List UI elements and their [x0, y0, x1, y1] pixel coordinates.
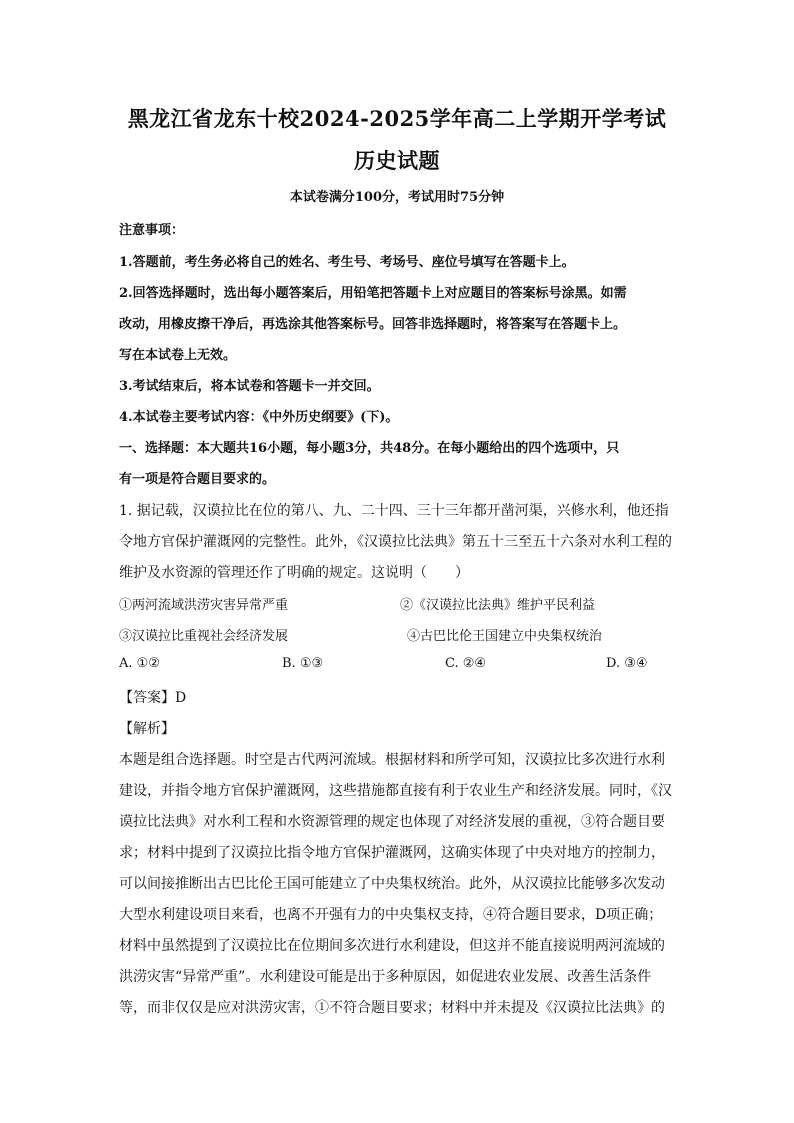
analysis-line: 谟拉比法典》对水利工程和水资源管理的规定也体现了对经济发展的重视，③符合题目要 — [119, 814, 665, 830]
analysis-line: 材料中虽然提到了汉谟拉比在位期间多次进行水利建设，但这并不能直接说明两河流域的 — [119, 938, 665, 954]
note-item-1: 1.答题前，考生务必将自己的姓名、考生号、考场号、座位号填写在答题卡上。 — [119, 255, 575, 270]
answer: 【答案】D — [119, 690, 187, 706]
question-stem: 令地方官保护灌溉网的完整性。此外，《汉谟拉比法典》第五十三至五十六条对水利工程的 — [119, 534, 672, 550]
exam-title: 黑龙江省龙东十校2024-2025学年高二上学期开学考试 — [127, 106, 667, 131]
note-item-2: 2.回答选择题时，选出每小题答案后，用铅笔把答题卡上对应题目的答案标号涂黑。如需 — [119, 286, 627, 301]
analysis-line: 大型水利建设项目来看，也离不开强有力的中央集权支持，④符合题目要求，D项正确； — [119, 907, 663, 923]
exam-subject-title: 历史试题 — [354, 148, 440, 173]
statement-2: ②《汉谟拉比法典》维护平民利益 — [400, 598, 596, 613]
note-item-2-cont: 写在本试卷上无效。 — [119, 348, 237, 363]
note-item-2-cont: 改动，用橡皮擦干净后，再选涂其他答案标号。回答非选择题时，将答案写在答题卡上。 — [119, 317, 627, 332]
statement-1: ①两河流域洪涝灾害异常严重 — [119, 598, 289, 613]
analysis-line: 等，而非仅仅是应对洪涝灾害，①不符合题目要求；材料中并未提及《汉谟拉比法典》的 — [119, 1000, 665, 1016]
option-a: A. ①② — [119, 656, 160, 671]
analysis-line: 可以间接推断出古巴比伦王国可能建立了中央集权统治。此外，从汉谟拉比能够多次发动 — [119, 876, 665, 892]
analysis-line: 洪涝灾害“异常严重”。水利建设可能是出于多种原因，如促进农业发展、改善生活条件 — [119, 969, 652, 985]
analysis-line: 本题是组合选择题。时空是古代两河流域。根据材料和所学可知，汉谟拉比多次进行水利 — [119, 752, 665, 768]
exam-info: 本试卷满分100分，考试用时75分钟 — [289, 190, 505, 205]
notes-heading: 注意事项： — [119, 223, 185, 238]
question-stem: 维护及水资源的管理还作了明确的规定。这说明（ ） — [119, 565, 469, 581]
option-b: B. ①③ — [282, 656, 324, 671]
statement-3: ③汉谟拉比重视社会经济发展 — [119, 629, 289, 644]
option-c: C. ②④ — [445, 656, 487, 671]
note-item-3: 3.考试结束后，将本试卷和答题卡一并交回。 — [119, 379, 380, 394]
analysis-label: 【解析】 — [119, 721, 175, 737]
option-d: D. ③④ — [606, 656, 648, 671]
note-item-4: 4.本试卷主要考试内容：《中外历史纲要》(下)。 — [119, 410, 399, 425]
section-heading-cont: 有一项是符合题目要求的。 — [119, 472, 276, 487]
section-heading: 一、选择题：本大题共16小题，每小题3分，共48分。在每小题给出的四个选项中，只 — [119, 441, 620, 456]
analysis-line: 求；材料中提到了汉谟拉比指令地方官保护灌溉网，这确实体现了中央对地方的控制力， — [119, 845, 665, 861]
question-stem: 1. 据记载，汉谟拉比在位的第八、九、二十四、三十三年都开凿河渠，兴修水利，他还指 — [119, 503, 669, 519]
analysis-line: 建设，并指令地方官保护灌溉网，这些措施都直接有利于农业生产和经济发展。同时，《汉 — [119, 783, 672, 799]
statement-4: ④古巴比伦王国建立中央集权统治 — [407, 629, 603, 644]
